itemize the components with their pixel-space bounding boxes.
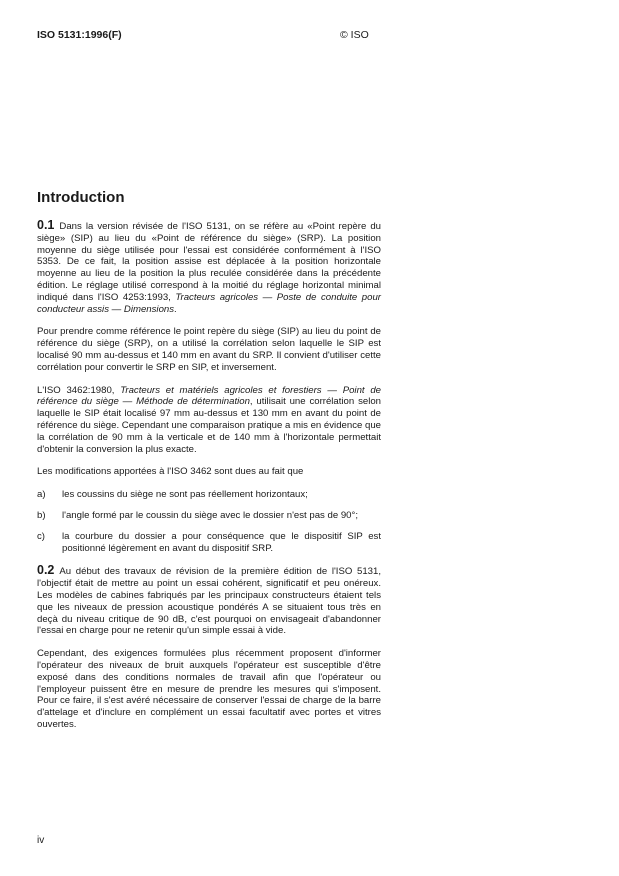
list-item-text: l'angle formé par le coussin du siège avec le dossier n'est pas de 90°;: [62, 509, 359, 521]
paragraph-0-1-a: 0.1 Dans la version révisée de l'ISO 5131, on se réfère au «Point repère du siège» (SIP) au lieu du «Point de référence du siège» (SRP). La position moyenne du siège utilisée pour l'essai est considérée conformément à l'ISO 5353. De ce fait, la position assise est déplacée à la position horizontale moyenne au lieu de la position la plus reculée considérée dans la précédente édition. Le réglage utilisé correspond à la moitié du réglage horizontal minimal indiqué dans l'ISO 4253:1993, Tracteurs agricoles — Poste de conduite pour conducteur assis — Dimensions.: [37, 218, 381, 315]
paragraph-0-1-d: Les modifications apportées à l'ISO 3462 sont dues au fait que: [37, 466, 304, 478]
list-item-text: la courbure du dossier a pour conséquence que le dispositif SIP est positionné légèrement en avant du dispositif SRP.: [62, 530, 381, 554]
list-item: [37, 531, 381, 555]
list-item-text: les coussins du siège ne sont pas réellement horizontaux;: [62, 489, 308, 501]
list-item-label: b): [37, 509, 46, 521]
list-item: [37, 489, 381, 501]
paragraph-0-2-b: Cependant, des exigences formulées plus récemment proposent d'informer l'opérateur des niveaux de bruit auxquels l'opérateur est susceptible d'être exposé dans des conditions normales de travail afin que l'opérateur ou l'employeur puissent être en mesure de prendre les mesures qui s'imposent. Pour ce faire, il s'est avéré nécessaire de conserver l'essai de charge de la barre d'attelage et d'inclure en complément un essai facultatif avec portes et vitres ouvertes.: [37, 648, 381, 730]
list-item-label: a): [37, 489, 46, 501]
clause-number-0-1: 0.1: [37, 218, 55, 232]
modification-list: [37, 489, 381, 554]
copyright-mark: © ISO: [340, 29, 369, 41]
paragraph-0-1-c: L'ISO 3462:1980, Tracteurs et matériels agricoles et forestiers — Point de référence du siège — Méthode de détermination, utilisait une corrélation selon laquelle le SIP était localisé 97 mm au-dessus et 130 mm en avant du point de référence du siège. Cependant une comparaison pratique a mis en évidence que la corrélation de 90 mm à la verticale et de 140 mm à l'horizontale permettait d'obtenir la conversion la plus exacte.: [37, 384, 382, 455]
paragraph-0-2-a: 0.2 Au début des travaux de révision de la première édition de l'ISO 5131, l'objectif était de mettre au point un essai cohérent, significatif et peu onéreux. Les modèles de cabines fabriqués par les principaux constructeurs étaient tels que les niveaux de pression acoustique pondérés A se situaient tous très en deçà du niveau critique de 90 dB, c'est pourquoi on envisageait d'abandonner l'essai en charge pour ne retenir qu'un simple essai à vide.: [37, 563, 381, 637]
clause-number-0-2: 0.2: [37, 563, 55, 578]
page-number: iv: [37, 835, 45, 846]
standard-designation: ISO 5131:1996(F): [37, 29, 122, 41]
body-text: [37, 220, 381, 742]
list-item: [37, 510, 381, 522]
paragraph-0-1-b: Pour prendre comme référence le point repère du siège (SIP) au lieu du point de référence du siège (SRP), on a utilisé la corrélation selon laquelle le SIP est localisé 90 mm au-dessus et 140 mm en avant du SRP. Il convient d'utiliser cette corrélation pour convertir le SRP en SIP, et inversement.: [37, 326, 381, 373]
list-item-label: c): [37, 530, 45, 542]
section-title: Introduction: [37, 189, 125, 206]
